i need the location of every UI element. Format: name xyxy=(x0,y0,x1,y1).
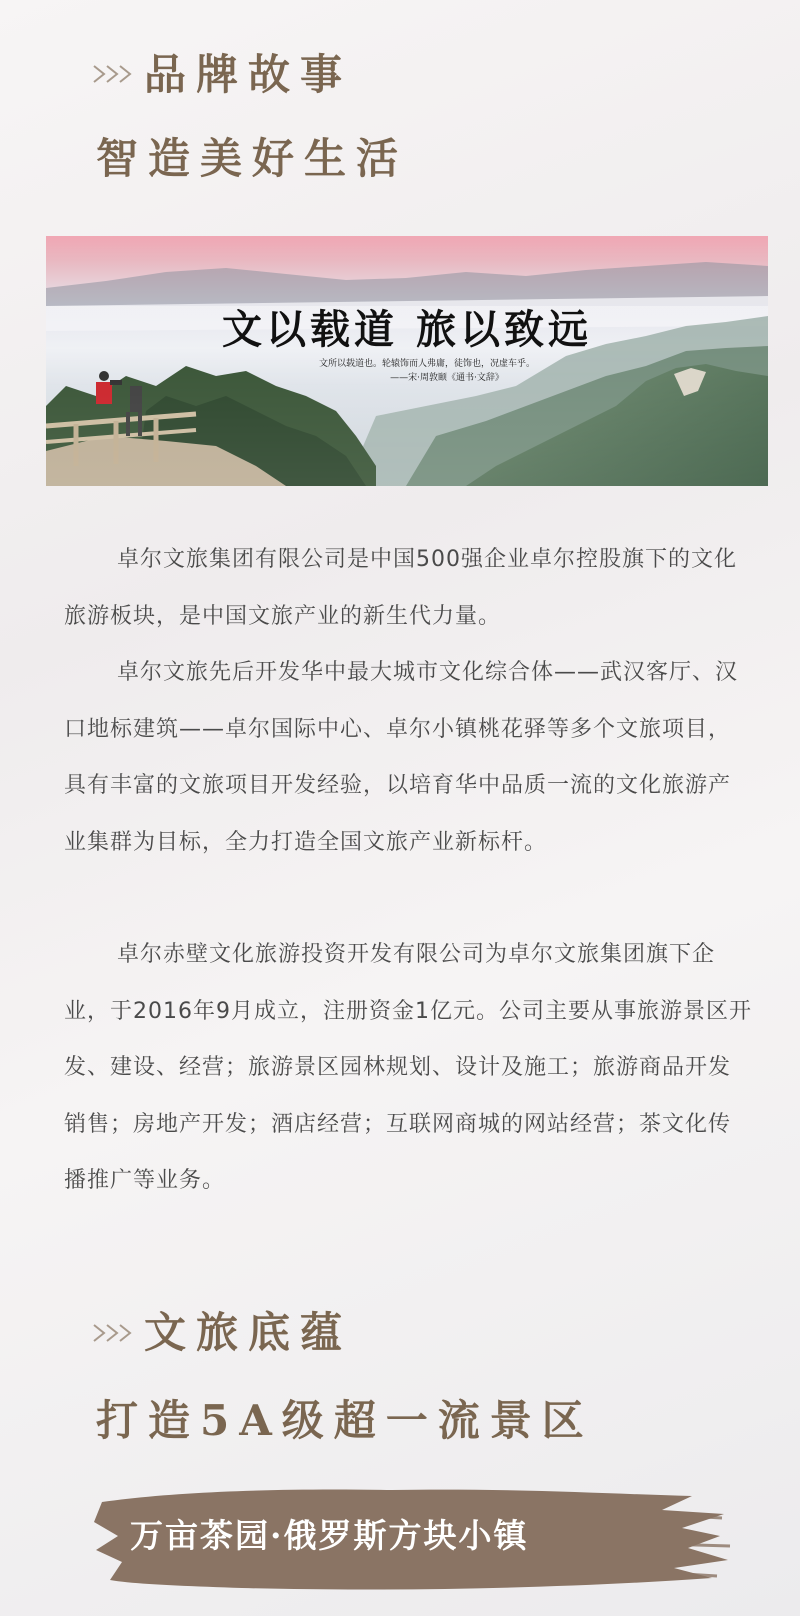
section1-subtitle: 智造美好生活 xyxy=(96,134,409,183)
section2-title: 文旅底蕴 xyxy=(144,1308,353,1357)
banner-quote: 文所以载道也。轮辕饰而人弗庸，徒饰也，况虚车乎。 xyxy=(318,359,535,369)
banner-attribution: ——宋·周敦颐《通书·文辞》 xyxy=(390,373,504,383)
paragraph-intro: 卓尔文旅集团有限公司是中国500强企业卓尔控股旗下的文化旅游板块，是中国文旅产业的新生代力量。 xyxy=(64,547,737,629)
chevrons-icon xyxy=(92,63,136,85)
section2-subtitle: 打造5A级超一流景区 xyxy=(96,1396,594,1445)
banner-image xyxy=(46,236,768,486)
brush-label: 万亩茶园·俄罗斯方块小镇 xyxy=(130,1516,529,1555)
paragraph-chibi-company: 卓尔赤壁文化旅游投资开发有限公司为卓尔文旅集团旗下企业，于2016年9月成立，注册资金1亿元。公司主要从事旅游景区开发、建设、经营；旅游景区园林规划、设计及施工；旅游商品开发销售；房地产开发；酒店经营；互联网商城的网站经营；茶文化传播推广等业务。 xyxy=(64,942,752,1193)
paragraph-projects: 卓尔文旅先后开发华中最大城市文化综合体——武汉客厅、汉口地标建筑——卓尔国际中心、卓尔小镇桃花驿等多个文旅项目，具有丰富的文旅项目开发经验，以培育华中品质一流的文化旅游产业集群为目标，全力打造全国文旅产业新标杆。 xyxy=(64,660,739,855)
section1-title: 品牌故事 xyxy=(144,50,353,99)
banner-calligraphy: 文以载道 旅以致远 xyxy=(222,306,592,353)
chevrons-icon xyxy=(92,1322,136,1344)
